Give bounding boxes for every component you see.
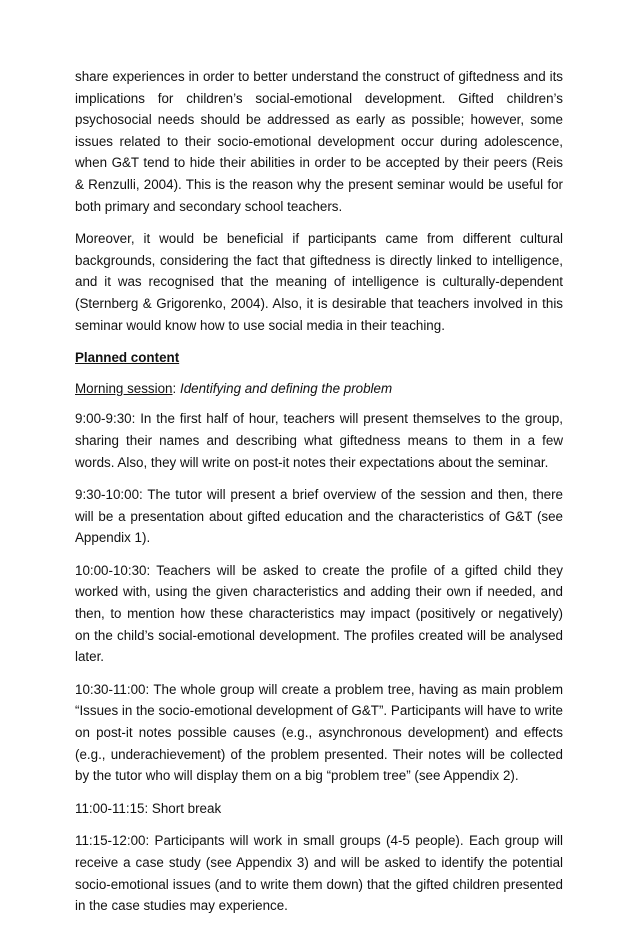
morning-session-separator: : bbox=[172, 380, 180, 396]
morning-session-title: Identifying and defining the problem bbox=[179, 380, 393, 396]
schedule-item: 11:15-12:00: Participants will work in small groups (4-5 people). Each group will receive a case study (see Appendix 3) and will be asked to identify the potential socio-emotional issues (and to write them down) that the gifted children presented in the case studies may experience. bbox=[75, 833, 563, 914]
schedule-item: 10:00-10:30: Teachers will be asked to create the profile of a gifted child they worked with, using the given characteristics and adding their own if needed, and then, to mention how these characteristics may impact (positively or negatively) on the child’s social-emotional development. The profiles created will be analysed later. bbox=[75, 562, 563, 665]
schedule-item: 11:00-11:15: Short break bbox=[75, 800, 222, 816]
document-page bbox=[75, 66, 563, 928]
schedule-item: 9:30-10:00: The tutor will present a brief overview of the session and then, there will be a presentation about gifted education and the characteristics of G&T (see Appendix 1). bbox=[75, 487, 563, 546]
schedule-item: 9:00-9:30: In the first half of hour, teachers will present themselves to the group, sharing their names and describing what giftedness means to them in a few words. Also, they will write on post-it notes their expectations about the seminar. bbox=[75, 411, 563, 470]
intro-paragraph: Moreover, it would be beneficial if participants came from different cultural backgrounds, considering the fact that giftedness is directly linked to intelligence, and it was recognised that the meaning of intelligence is culturally-dependent (Sternberg & Grigorenko, 2004). Also, it is desirable that teachers involved in this seminar would know how to use social media in their teaching. bbox=[75, 231, 563, 333]
schedule-item: 10:30-11:00: The whole group will create a problem tree, having as main problem “Issues in the socio-emotional development of G&T”. Participants will have to write on post-it notes possible causes (e.g., asynchronous development) and effects (e.g., underachievement) of the problem presented. Their notes will be collected by the tutor who will display them on a big “problem tree” (see Appendix 2). bbox=[75, 681, 563, 784]
morning-session-line bbox=[75, 378, 563, 400]
planned-content-heading: Planned content bbox=[75, 350, 180, 366]
morning-session-label: Morning session bbox=[75, 380, 173, 396]
intro-paragraph: share experiences in order to better understand the construct of giftedness and its implications for children’s social-emotional development. Gifted children’s psychosocial needs should be addressed as early as possible; however, some issues related to their socio-emotional development occur during adolescence, when G&T tend to hide their abilities in order to be accepted by their peers (Reis & Renzulli, 2004). This is the reason why the present seminar would be useful for both primary and secondary school teachers. bbox=[75, 69, 563, 214]
